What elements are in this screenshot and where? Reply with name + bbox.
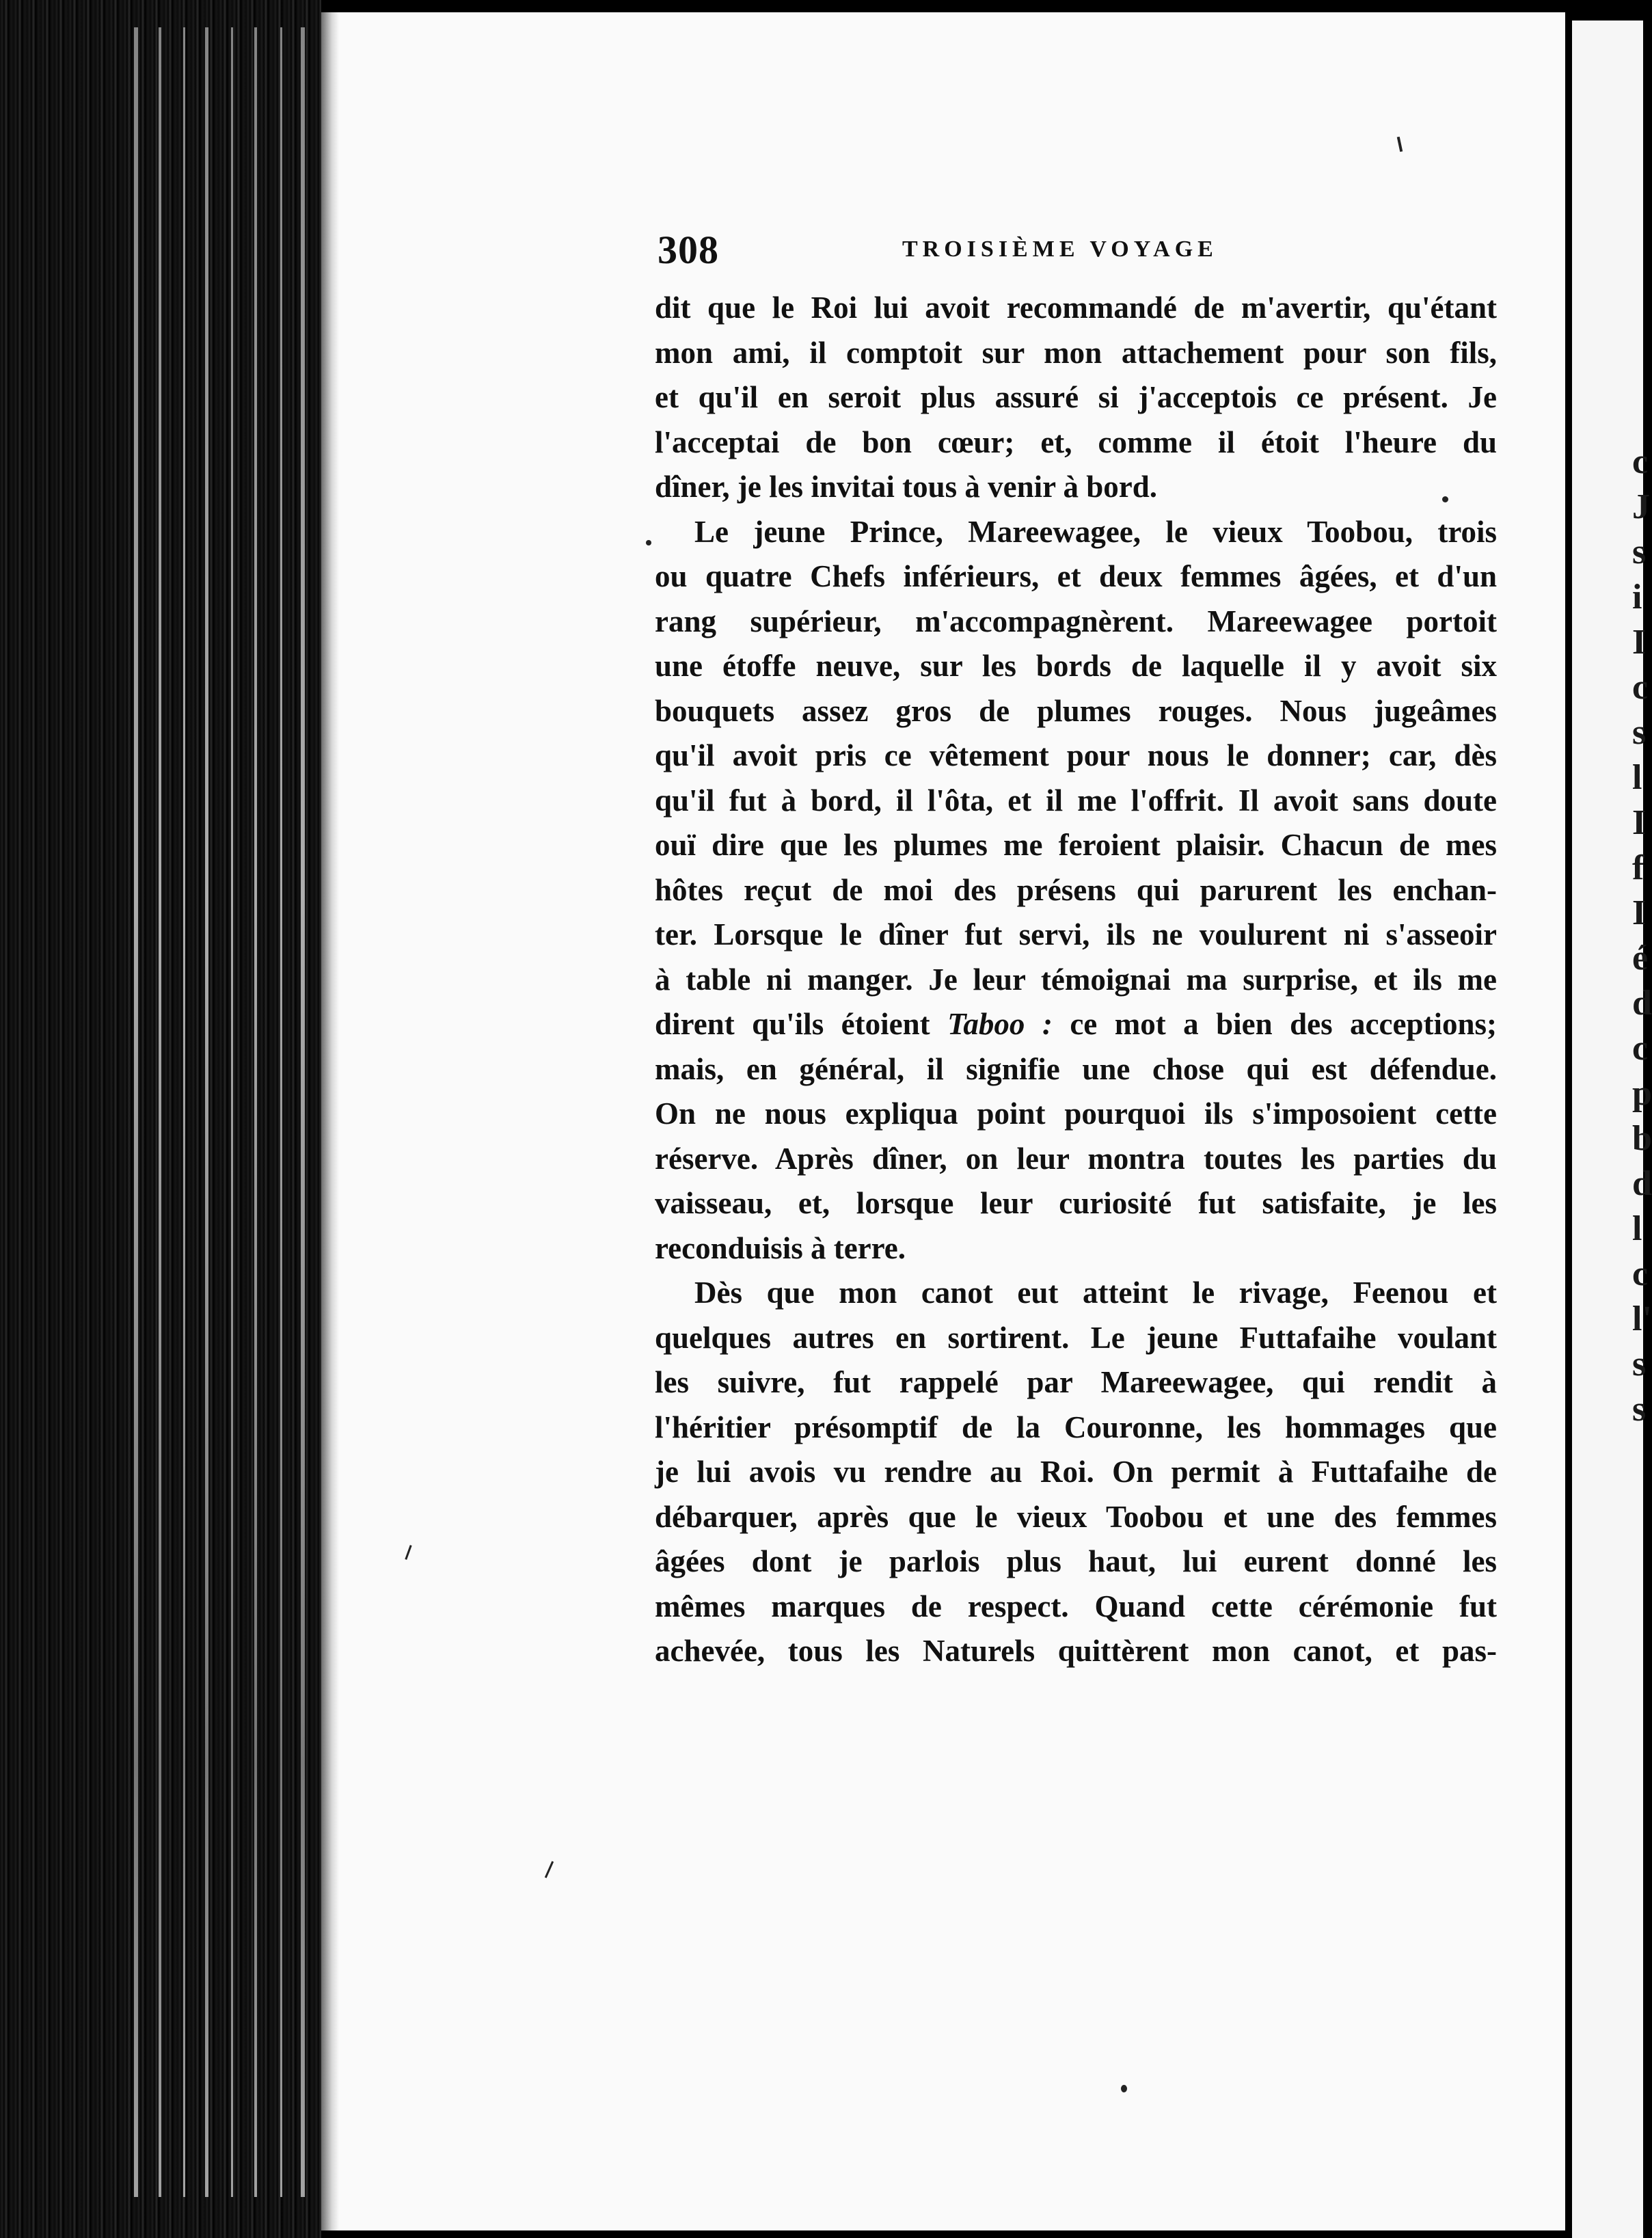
text-line: qu'il fut à bord, il l'ôta, et il me l'offrit. Il avoit sans doute	[655, 783, 1497, 818]
page-edge-strip	[205, 27, 208, 2197]
text-line: ou quatre Chefs inférieurs, et deux femmes âgées, et d'un	[655, 559, 1497, 593]
text-line: à table ni manger. Je leur témoignai ma surprise, et ils me	[655, 962, 1497, 997]
text-line: rang supérieur, m'accompagnèrent. Mareewagee portoit	[655, 604, 1497, 638]
facing-page-letter: s	[1632, 1345, 1647, 1384]
text-line: l'héritier présomptif de la Couronne, les hommages que	[655, 1410, 1497, 1444]
text-line: Le jeune Prince, Mareewagee, le vieux Toobou, trois	[694, 514, 1497, 549]
text-line: reconduisis à terre.	[655, 1230, 906, 1265]
text-line: une étoffe neuve, sur les bords de laquelle il y avoit six	[655, 649, 1497, 683]
text-line: mais, en général, il signifie une chose qui est défendue.	[655, 1051, 1497, 1086]
page-edge-strip	[280, 27, 282, 2197]
text-line: mon ami, il comptoit sur mon attachement pour son fils,	[655, 335, 1497, 370]
text-line: l'acceptai de bon cœur; et, comme il étoit l'heure du	[655, 424, 1497, 459]
page-gutter	[1565, 0, 1572, 2238]
running-head: TROISIÈME VOYAGE	[902, 237, 1218, 262]
facing-page-letter: i	[1632, 578, 1642, 617]
text-line: et qu'il en seroit plus assuré si j'acceptois ce présent. Je	[655, 380, 1497, 414]
text-line: mêmes marques de respect. Quand cette cérémonie fut	[655, 1589, 1497, 1623]
text-line: On ne nous expliqua point pourquoi ils s'imposoient cette	[655, 1096, 1497, 1131]
facing-page-letter: I	[1632, 893, 1647, 932]
facing-page-letter: d	[1632, 984, 1652, 1023]
page-fold-shadow	[321, 12, 339, 2230]
text-line: réserve. Après dîner, on leur montra toutes les parties du	[655, 1141, 1497, 1176]
page-edge-strip	[231, 27, 233, 2197]
page-number: 308	[658, 228, 719, 272]
text-line: hôtes reçut de moi des présens qui parurent les enchan-	[655, 872, 1497, 907]
text-line: débarquer, après que le vieux Toobou et une des femmes	[655, 1499, 1497, 1534]
text-line: bouquets assez gros de plumes rouges. Nous jugeâmes	[655, 693, 1497, 728]
page-edge-strip	[159, 27, 161, 2197]
text-line: dit que le Roi lui avoit recommandé de m'avertir, qu'étant	[655, 291, 1497, 325]
facing-page-letter: l'	[1632, 1299, 1652, 1338]
facing-page-letter: f	[1632, 848, 1644, 887]
body-text	[655, 286, 1497, 1674]
facing-page-letter: b	[1632, 1119, 1652, 1158]
text-line: vaisseau, et, lorsque leur curiosité fut satisfaite, je les	[655, 1186, 1497, 1220]
facing-page-letter: s	[1632, 713, 1647, 752]
stray-dot	[1442, 496, 1448, 502]
stray-dot	[1121, 2085, 1127, 2092]
facing-page-letter: I	[1632, 803, 1647, 842]
facing-page-letter: c	[1632, 1029, 1649, 1068]
page-edge-strip	[301, 27, 305, 2197]
page-edge-strip	[183, 27, 185, 2197]
facing-page-letters	[1632, 0, 1652, 2238]
text-line: ter. Lorsque le dîner fut servi, ils ne voulurent ni s'asseoir	[655, 917, 1497, 952]
page-edge-strip	[134, 27, 138, 2197]
text-span: ce mot a bien des acceptions;	[1070, 1007, 1497, 1041]
text-line: dîner, je les invitai tous à venir à bord.	[655, 470, 1158, 504]
text-line: quelques autres en sortirent. Le jeune Futtafaihe voulant	[655, 1320, 1497, 1355]
book-edge-stack	[0, 0, 321, 2238]
page-edge-strip	[254, 27, 257, 2197]
page-header	[658, 227, 1293, 275]
text-line: les suivre, fut rappelé par Mareewagee, qui rendit à	[655, 1365, 1497, 1399]
facing-page-letter: s	[1632, 1390, 1647, 1429]
facing-page-letter: c	[1632, 442, 1649, 481]
facing-page-letter: l	[1632, 758, 1642, 797]
text-line: âgées dont je parlois plus haut, lui eurent donné les	[655, 1544, 1497, 1578]
facing-page-letter: é	[1632, 939, 1649, 978]
text-line-with-italic	[655, 1002, 1497, 1047]
facing-page-letter: I	[1632, 623, 1647, 662]
facing-page-letter: J	[1632, 487, 1650, 526]
text-line: Dès que mon canot eut atteint le rivage, Feenou et	[694, 1276, 1497, 1310]
text-line: je lui avois vu rendre au Roi. On permit à Futtafaihe de	[655, 1455, 1497, 1489]
italic-term: Taboo :	[947, 1007, 1053, 1041]
text-line: achevée, tous les Naturels quittèrent mon canot, et pas-	[655, 1634, 1497, 1668]
stray-dot	[646, 540, 651, 545]
text-line: qu'il avoit pris ce vêtement pour nous le donner; car, dès	[655, 738, 1497, 772]
text-line: ouï dire que les plumes me feroient plaisir. Chacun de mes	[655, 828, 1497, 862]
facing-page-letter: p	[1632, 1074, 1652, 1113]
facing-page-letter: s	[1632, 532, 1647, 571]
text-span: dirent qu'ils étoient	[655, 1007, 930, 1041]
facing-page-letter: d	[1632, 1164, 1652, 1203]
facing-page-letter: l	[1632, 1209, 1642, 1248]
facing-page-letter: c	[1632, 1254, 1649, 1293]
facing-page-letter: c	[1632, 668, 1649, 707]
